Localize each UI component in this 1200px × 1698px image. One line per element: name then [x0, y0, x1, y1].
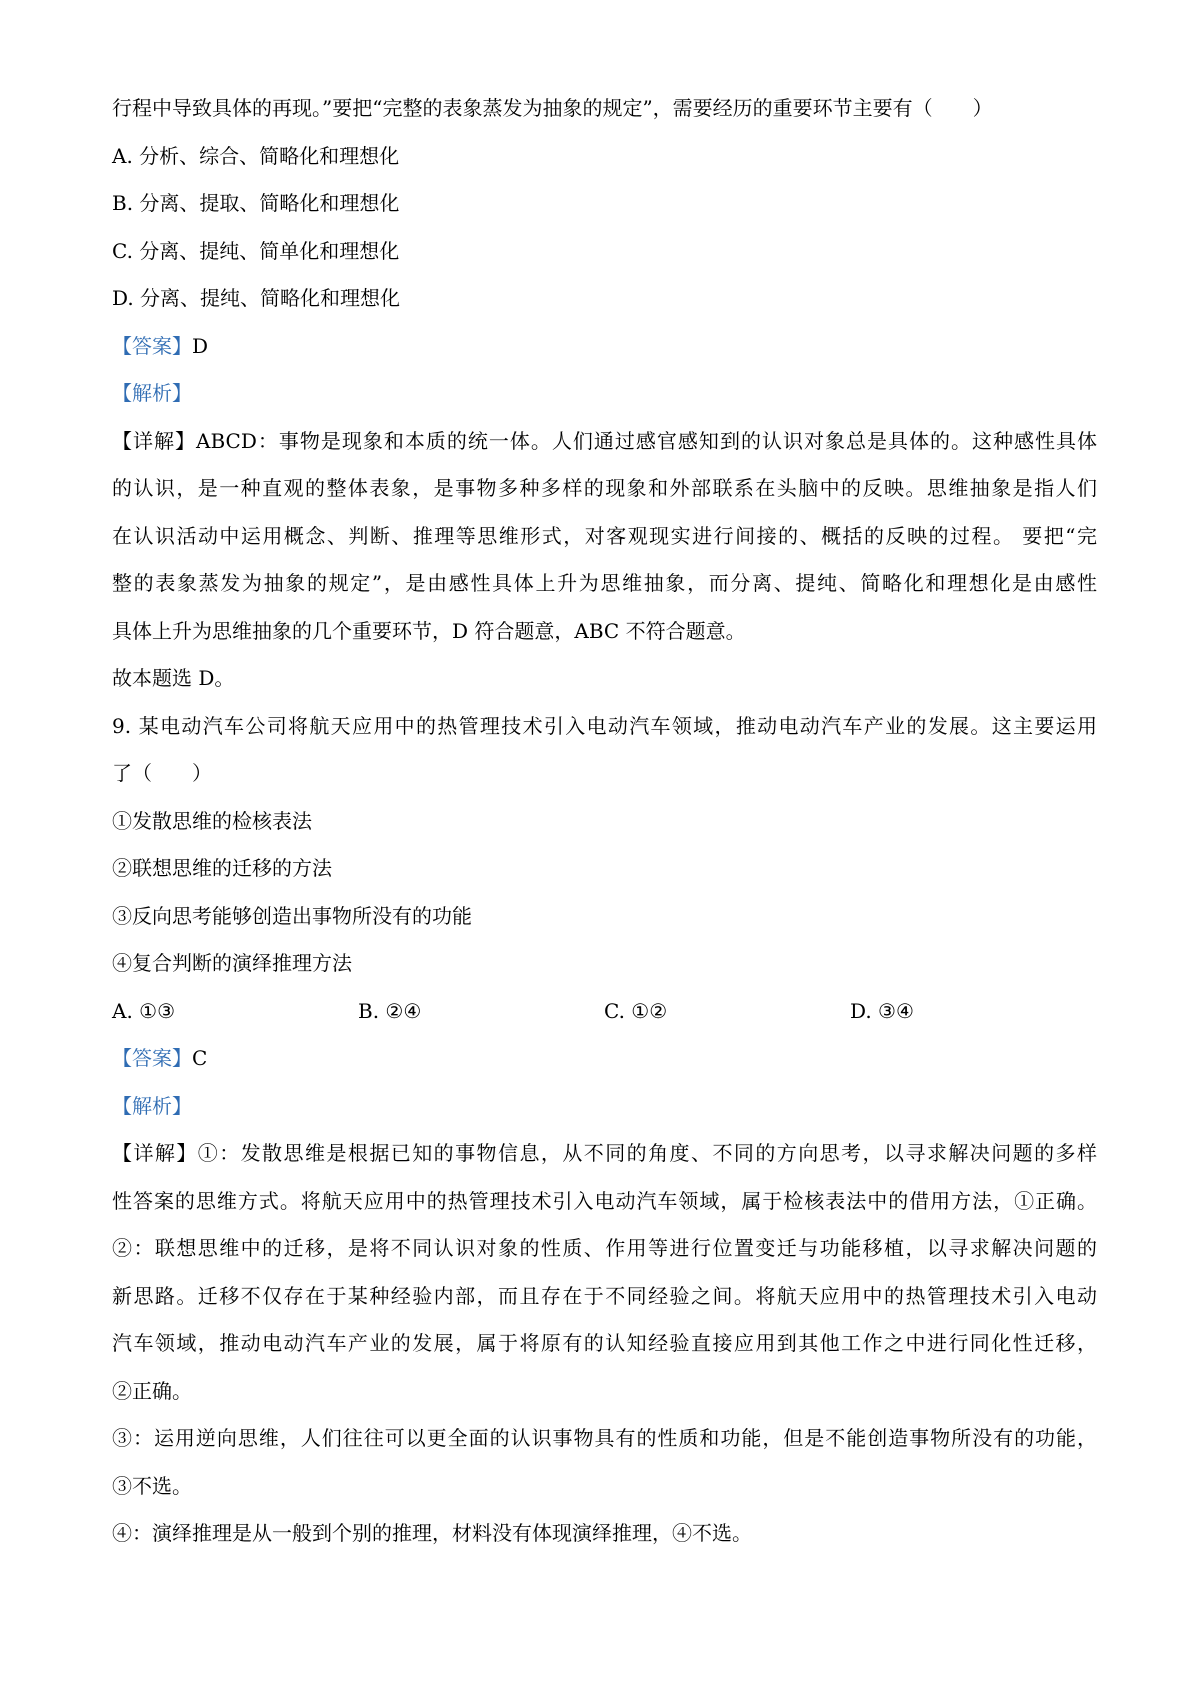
- q8-detail-line-2: 的认识，是一种直观的整体表象，是事物多种多样的现象和外部联系在头脑中的反映。思维抽象是指人们: [112, 476, 1097, 500]
- q9-detail-text-1: ①：发散思维是根据已知的事物信息，从不同的角度、不同的方向思考，以寻求解决问题的多样: [197, 1141, 1098, 1165]
- q8-option-a: A. 分析、综合、简略化和理想化: [112, 143, 400, 168]
- q9-detail-line-3: ②：联想思维中的迁移，是将不同认识对象的性质、作用等进行位置变迁与功能移植，以寻求解决问题的: [112, 1236, 1097, 1260]
- q9-detail-line-8: ③不选。: [112, 1473, 192, 1498]
- q9-detail-line-4: 新思路。迁移不仅存在于某种经验内部，而且存在于不同经验之间。将航天应用中的热管理技术引入电动: [112, 1283, 1097, 1308]
- q8-answer-label: 【答案】: [112, 333, 192, 358]
- q9-detail-line-1: [112, 1141, 1097, 1189]
- q8-answer: [112, 334, 1097, 382]
- q8-stem-tail: 行程中导致具体的再现。”要把“完整的表象蒸发为抽象的规定”，需要经历的重要环节主要有（ ）: [112, 96, 993, 120]
- q9-choice-a: A. ①③: [112, 998, 176, 1023]
- q9-detail-label: 【详解】: [112, 1141, 198, 1165]
- q9-detail-line-6: ②正确。: [112, 1378, 192, 1403]
- q9-choice-c: C. ①②: [604, 998, 668, 1023]
- q8-option-d: D. 分离、提纯、简略化和理想化: [112, 286, 401, 310]
- q9-analysis: [112, 1094, 1097, 1142]
- q9-detail-line-2: 性答案的思维方式。将航天应用中的热管理技术引入电动汽车领域，属于检核表法中的借用方法，①正确。: [112, 1188, 1097, 1213]
- q9-statement-3: ③反向思考能够创造出事物所没有的功能: [112, 903, 472, 928]
- q9-choice-d: D. ③④: [850, 998, 914, 1023]
- q9-statement-2: ②联想思维的迁移的方法: [112, 856, 332, 880]
- q9-choice-b: B. ②④: [358, 998, 422, 1023]
- q8-detail-line-3: 在认识活动中运用概念、判断、推理等思维形式，对客观现实进行间接的、概括的反映的过程。 要把“完: [112, 523, 1097, 548]
- q9-detail-line-5: 汽车领域，推动电动汽车产业的发展，属于将原有的认知经验直接应用到其他工作之中进行同化性迁移，: [112, 1331, 1097, 1355]
- q9-detail-line-9: ④：演绎推理是从一般到个别的推理，材料没有体现演绎推理，④不选。: [112, 1521, 752, 1545]
- q9-choices: [112, 999, 1097, 1047]
- q8-option-c: C. 分离、提纯、简单化和理想化: [112, 238, 400, 263]
- document-page: [112, 96, 1097, 1569]
- q8-analysis-label: 【解析】: [112, 381, 192, 405]
- q8-detail-label: 【详解】: [112, 428, 197, 453]
- q9-stem-line-1: 9. 某电动汽车公司将航天应用中的热管理技术引入电动汽车领域，推动电动汽车产业的发展。这主要运用: [112, 713, 1097, 738]
- q8-detail-line-1: [112, 429, 1097, 477]
- q8-analysis: [112, 381, 1097, 429]
- q9-statement-4: ④复合判断的演绎推理方法: [112, 951, 352, 975]
- q8-conclusion: 故本题选 D。: [112, 666, 235, 690]
- q8-detail-text-1: ABCD：事物是现象和本质的统一体。人们通过感官感知到的认识对象总是具体的。这种感性具体: [196, 428, 1097, 453]
- q9-answer-label: 【答案】: [112, 1046, 192, 1070]
- q9-analysis-label: 【解析】: [112, 1093, 192, 1118]
- q9-stem-line-2: 了（ ）: [112, 761, 212, 785]
- q8-detail-line-4: 整的表象蒸发为抽象的规定”，是由感性具体上升为思维抽象，而分离、提纯、简略化和理想化是由感性: [112, 571, 1097, 595]
- q9-answer-value: C: [192, 1046, 208, 1070]
- q8-option-b: B. 分离、提取、简略化和理想化: [112, 191, 400, 215]
- q8-answer-value: D: [192, 333, 209, 358]
- q9-detail-line-7: ③：运用逆向思维，人们往往可以更全面的认识事物具有的性质和功能，但是不能创造事物所没有的功能，: [112, 1426, 1097, 1450]
- q9-answer: [112, 1046, 1097, 1094]
- q9-statement-1: ①发散思维的检核表法: [112, 808, 312, 833]
- q8-detail-line-5: 具体上升为思维抽象的几个重要环节，D 符合题意，ABC 不符合题意。: [112, 618, 746, 643]
